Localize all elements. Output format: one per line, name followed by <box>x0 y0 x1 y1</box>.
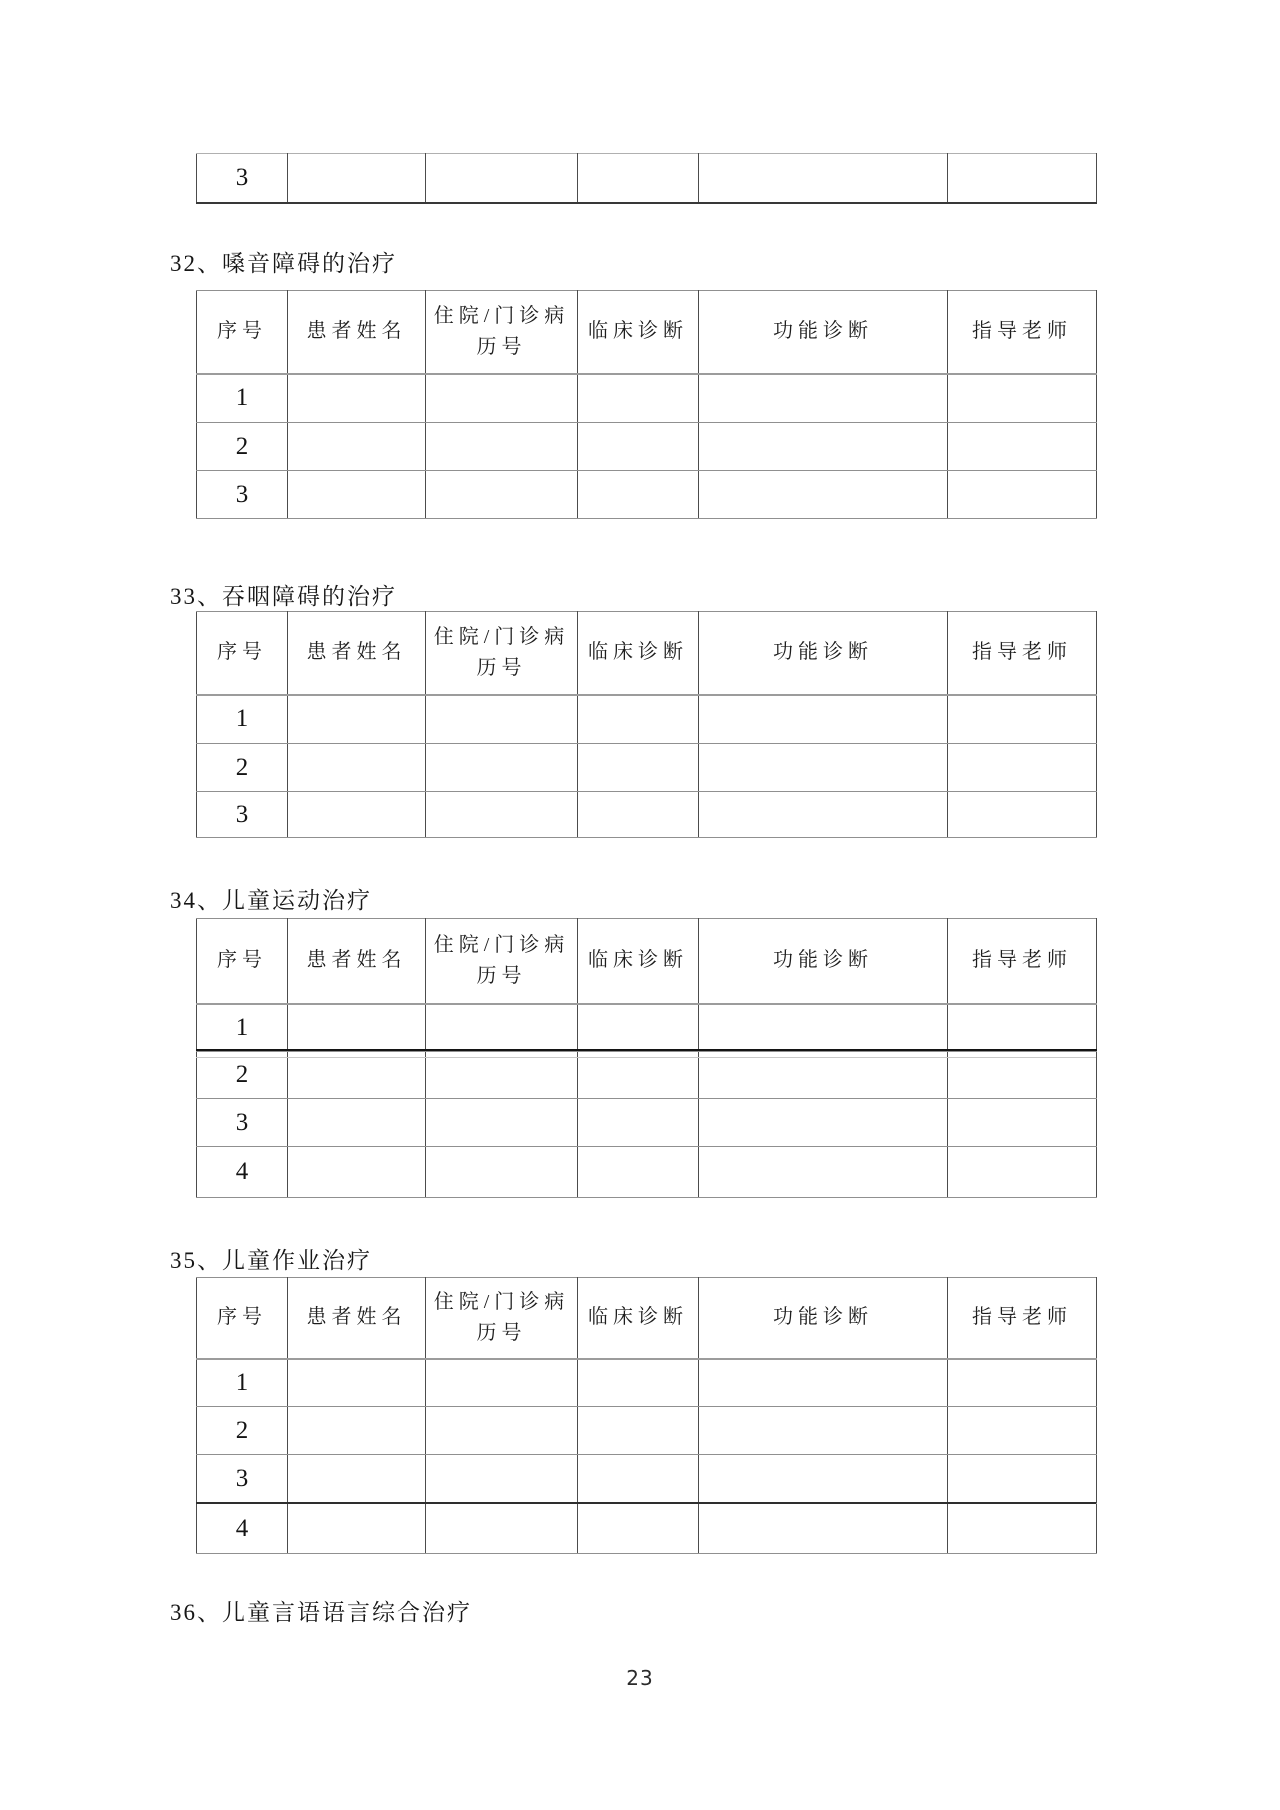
row-seq-cell: 2 <box>197 423 288 471</box>
col-header-clinical-diagnosis: 临床诊断 <box>578 1278 699 1359</box>
table-row <box>197 1455 1097 1504</box>
empty-cell <box>288 695 426 744</box>
heavy-rule-artifact <box>196 1502 1096 1504</box>
table-row <box>197 1004 1097 1052</box>
col-header-record-no <box>426 291 578 374</box>
empty-cell <box>578 695 699 744</box>
empty-cell <box>699 374 948 423</box>
row-seq-cell: 1 <box>197 1359 288 1407</box>
empty-cell <box>699 471 948 519</box>
col-header-supervisor: 指导老师 <box>948 291 1097 374</box>
row-seq-cell: 2 <box>197 1052 288 1099</box>
row-seq-cell: 2 <box>197 744 288 792</box>
empty-cell <box>578 1455 699 1504</box>
row-seq-cell: 3 <box>197 1099 288 1147</box>
empty-cell <box>426 471 578 519</box>
empty-cell <box>288 1359 426 1407</box>
empty-cell <box>948 1504 1097 1554</box>
empty-cell <box>426 1455 578 1504</box>
empty-cell <box>426 695 578 744</box>
record-no-line1: 住院/门诊病 <box>433 304 570 327</box>
empty-cell <box>699 423 948 471</box>
empty-cell <box>426 1004 578 1052</box>
col-header-record-no <box>426 1278 578 1359</box>
empty-cell <box>426 1052 578 1099</box>
row-seq-cell: 4 <box>197 1504 288 1554</box>
empty-cell <box>948 374 1097 423</box>
empty-cell <box>288 423 426 471</box>
record-no-line2: 历号 <box>476 964 527 987</box>
table-row <box>197 154 1097 203</box>
table-row <box>197 1147 1097 1198</box>
empty-cell <box>426 1407 578 1455</box>
empty-cell <box>948 1455 1097 1504</box>
heavy-rule-artifact <box>196 1049 1097 1051</box>
empty-cell <box>948 471 1097 519</box>
table-row <box>197 1052 1097 1099</box>
record-no-line2: 历号 <box>476 656 527 679</box>
col-header-patient-name: 患者姓名 <box>288 1278 426 1359</box>
table-row <box>197 1504 1097 1554</box>
empty-cell <box>288 1147 426 1198</box>
empty-cell <box>288 1099 426 1147</box>
empty-cell <box>948 1004 1097 1052</box>
carryover-table <box>196 153 1097 204</box>
empty-cell <box>948 1147 1097 1198</box>
empty-cell <box>288 1407 426 1455</box>
col-header-functional-diagnosis: 功能诊断 <box>699 291 948 374</box>
empty-cell <box>699 1504 948 1554</box>
empty-cell <box>948 154 1097 203</box>
table-row <box>197 744 1097 792</box>
record-no-line1: 住院/门诊病 <box>433 625 570 648</box>
col-header-patient-name: 患者姓名 <box>288 291 426 374</box>
record-no-line1: 住院/门诊病 <box>433 933 570 956</box>
empty-cell <box>288 1004 426 1052</box>
header-row <box>197 1278 1097 1359</box>
empty-cell <box>948 695 1097 744</box>
empty-cell <box>948 792 1097 838</box>
table-row <box>197 423 1097 471</box>
empty-cell <box>699 792 948 838</box>
table-row <box>197 1359 1097 1407</box>
empty-cell <box>578 1052 699 1099</box>
empty-cell <box>426 374 578 423</box>
record-no-line2: 历号 <box>476 1321 527 1344</box>
table-pediatric-physical-therapy <box>196 918 1097 1198</box>
empty-cell <box>578 1504 699 1554</box>
col-header-seq: 序号 <box>197 919 288 1004</box>
empty-cell <box>578 792 699 838</box>
empty-cell <box>578 423 699 471</box>
empty-cell <box>288 792 426 838</box>
col-header-seq: 序号 <box>197 1278 288 1359</box>
empty-cell <box>699 1099 948 1147</box>
empty-cell <box>288 744 426 792</box>
empty-cell <box>578 1004 699 1052</box>
empty-cell <box>288 1504 426 1554</box>
empty-cell <box>699 744 948 792</box>
col-header-clinical-diagnosis: 临床诊断 <box>578 291 699 374</box>
col-header-record-no <box>426 919 578 1004</box>
empty-cell <box>426 154 578 203</box>
empty-cell <box>699 695 948 744</box>
section-34-title: 34、儿童运动治疗 <box>170 888 372 913</box>
table-row <box>197 471 1097 519</box>
table-row <box>197 374 1097 423</box>
empty-cell <box>288 1052 426 1099</box>
record-no-line2: 历号 <box>476 335 527 358</box>
col-header-functional-diagnosis: 功能诊断 <box>699 1278 948 1359</box>
empty-cell <box>288 1455 426 1504</box>
empty-cell <box>699 1359 948 1407</box>
empty-cell <box>699 1147 948 1198</box>
section-33-title: 33、吞咽障碍的治疗 <box>170 584 397 609</box>
section-32-title: 32、嗓音障碍的治疗 <box>170 251 397 276</box>
empty-cell <box>426 1504 578 1554</box>
empty-cell <box>426 744 578 792</box>
row-seq-cell: 3 <box>197 792 288 838</box>
empty-cell <box>578 1359 699 1407</box>
table-row <box>197 1407 1097 1455</box>
empty-cell <box>288 154 426 203</box>
empty-cell <box>699 1455 948 1504</box>
col-header-clinical-diagnosis: 临床诊断 <box>578 919 699 1004</box>
col-header-seq: 序号 <box>197 612 288 695</box>
empty-cell <box>948 1052 1097 1099</box>
section-36-title: 36、儿童言语语言综合治疗 <box>170 1600 472 1625</box>
empty-cell <box>578 471 699 519</box>
row-seq-cell: 1 <box>197 1004 288 1052</box>
empty-cell <box>948 744 1097 792</box>
row-seq-cell: 1 <box>197 695 288 744</box>
empty-cell <box>948 423 1097 471</box>
col-header-clinical-diagnosis: 临床诊断 <box>578 612 699 695</box>
page-number: 23 <box>626 1666 654 1690</box>
table-row <box>197 1099 1097 1147</box>
empty-cell <box>948 1407 1097 1455</box>
header-row <box>197 919 1097 1004</box>
col-header-supervisor: 指导老师 <box>948 612 1097 695</box>
empty-cell <box>578 1147 699 1198</box>
empty-cell <box>578 1099 699 1147</box>
col-header-supervisor: 指导老师 <box>948 919 1097 1004</box>
empty-cell <box>426 423 578 471</box>
table-pediatric-occupational-therapy <box>196 1277 1097 1554</box>
empty-cell <box>288 471 426 519</box>
empty-cell <box>426 792 578 838</box>
empty-cell <box>699 154 948 203</box>
table-row <box>197 792 1097 838</box>
row-seq-cell: 3 <box>197 1455 288 1504</box>
col-header-patient-name: 患者姓名 <box>288 919 426 1004</box>
section-35-title: 35、儿童作业治疗 <box>170 1248 372 1273</box>
table-row <box>197 695 1097 744</box>
empty-cell <box>578 1407 699 1455</box>
col-header-record-no <box>426 612 578 695</box>
row-seq-cell: 1 <box>197 374 288 423</box>
col-header-supervisor: 指导老师 <box>948 1278 1097 1359</box>
empty-cell <box>578 154 699 203</box>
empty-cell <box>288 374 426 423</box>
table-voice-disorder-treatment <box>196 290 1097 519</box>
row-seq-cell: 3 <box>197 154 288 203</box>
record-no-line1: 住院/门诊病 <box>433 1290 570 1313</box>
col-header-functional-diagnosis: 功能诊断 <box>699 919 948 1004</box>
empty-cell <box>426 1099 578 1147</box>
row-seq-cell: 2 <box>197 1407 288 1455</box>
col-header-patient-name: 患者姓名 <box>288 612 426 695</box>
empty-cell <box>948 1099 1097 1147</box>
header-row <box>197 612 1097 695</box>
empty-cell <box>699 1407 948 1455</box>
empty-cell <box>426 1147 578 1198</box>
empty-cell <box>948 1359 1097 1407</box>
header-row <box>197 291 1097 374</box>
row-seq-cell: 3 <box>197 471 288 519</box>
empty-cell <box>578 374 699 423</box>
table-swallowing-disorder-treatment <box>196 611 1097 838</box>
empty-cell <box>699 1004 948 1052</box>
col-header-seq: 序号 <box>197 291 288 374</box>
row-seq-cell: 4 <box>197 1147 288 1198</box>
empty-cell <box>578 744 699 792</box>
empty-cell <box>426 1359 578 1407</box>
faint-rule-artifact <box>196 1057 1096 1058</box>
col-header-functional-diagnosis: 功能诊断 <box>699 612 948 695</box>
empty-cell <box>699 1052 948 1099</box>
